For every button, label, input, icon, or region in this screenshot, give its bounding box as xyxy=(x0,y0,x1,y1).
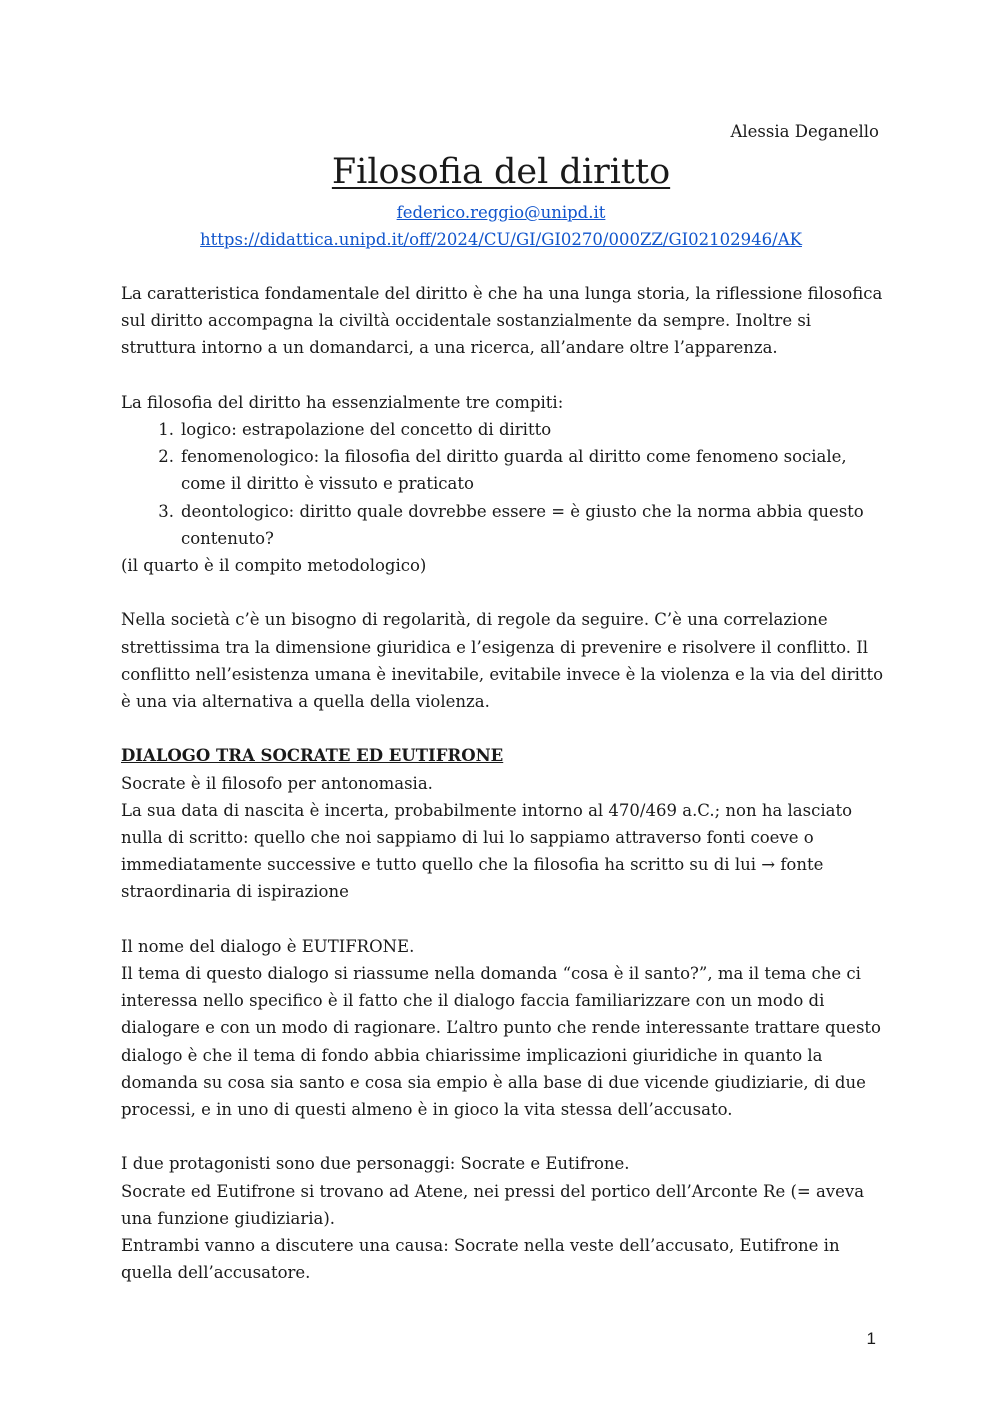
tasks-list xyxy=(121,416,891,552)
document-body xyxy=(121,280,891,1286)
list-number: 3. xyxy=(158,501,174,521)
protagonists-line: I due protagonisti sono due personaggi: Socrate e Eutifrone. xyxy=(121,1154,630,1174)
society-paragraph: Nella società c’è un bisogno di regolarità, di regole da seguire. C’è una correlazione strettissima tra la dimensione giuridica e l’esigenza di prevenire e risolvere il conflitto. Il conflitto nell’esistenza umana è inevitabile, evitabile invece è la violenza e la via del diritto è una via alternativa a quella della violenza. xyxy=(121,610,884,712)
page-number: 1 xyxy=(866,1329,876,1348)
list-item xyxy=(158,498,891,552)
tasks-intro: La filosofia del diritto ha essenzialmente tre compiti: xyxy=(121,392,564,412)
list-item-text: logico: estrapolazione del concetto di diritto xyxy=(181,420,552,439)
course-url-link[interactable]: https://didattica.unipd.it/off/2024/CU/GI/GI0270/000ZZ/GI02102946/AK xyxy=(200,230,802,249)
dialogue-theme-paragraph: Il tema di questo dialogo si riassume nella domanda “cosa è il santo?”, ma il tema che ci interessa nello specifico è il fatto che il dialogo faccia familiarizzare con un modo di dialogare e con un modo di ragionare. L’altro punto che rende interessante trattare questo dialogo è che il tema di fondo abbia chiarissime implicazioni giuridiche in quanto la domanda su cosa sia santo e cosa sia empio è alla base di due vicende giudiziarie, di due processi, e in uno di questi almeno è in gioco la vita stessa dell’accusato. xyxy=(121,964,881,1120)
dialogue-name: Il nome del dialogo è EUTIFRONE. xyxy=(121,936,415,956)
intro-paragraph: La caratteristica fondamentale del diritto è che ha una lunga storia, la riflessione filosofica sul diritto accompagna la civiltà occidentale sostanzialmente da sempre. Inoltre si struttura intorno a un domandarci, a una ricerca, all’andare oltre l’apparenza. xyxy=(121,284,883,358)
list-item-text: deontologico: diritto quale dovrebbe essere = è giusto che la norma abbia questo contenuto? xyxy=(181,501,864,548)
list-item xyxy=(158,416,891,443)
list-item-text: fenomenologico: la filosofia del diritto guarda al diritto come fenomeno sociale, come il diritto è vissuto e praticato xyxy=(181,447,847,494)
email-link[interactable]: federico.reggio@unipd.it xyxy=(396,203,606,222)
author-name: Alessia Deganello xyxy=(730,122,879,141)
section-heading: DIALOGO TRA SOCRATE ED EUTIFRONE xyxy=(121,746,504,766)
socrate-line: Socrate è il filosofo per antonomasia. xyxy=(121,773,433,793)
list-number: 1. xyxy=(158,420,174,439)
roles-paragraph: Entrambi vanno a discutere una causa: Socrate nella veste dell’accusato, Eutifrone in quella dell’accusatore. xyxy=(121,1236,840,1283)
tasks-note: (il quarto è il compito metodologico) xyxy=(121,556,427,576)
setting-paragraph: Socrate ed Eutifrone si trovano ad Atene, nei pressi del portico dell’Arconte Re (= aveva una funzione giudiziaria). xyxy=(121,1181,865,1228)
list-item xyxy=(158,443,891,497)
reference-links xyxy=(121,199,881,253)
list-number: 2. xyxy=(158,447,174,467)
document-title: Filosofia del diritto xyxy=(331,152,671,192)
socrate-paragraph: La sua data di nascita è incerta, probabilmente intorno al 470/469 a.C.; non ha lasciato nulla di scritto: quello che noi sappiamo di lui lo sappiamo attraverso fonti coeve o immediatamente successive e tutto quello che la filosofia ha scritto su di lui → fonte straordinaria di ispirazione xyxy=(121,800,853,902)
